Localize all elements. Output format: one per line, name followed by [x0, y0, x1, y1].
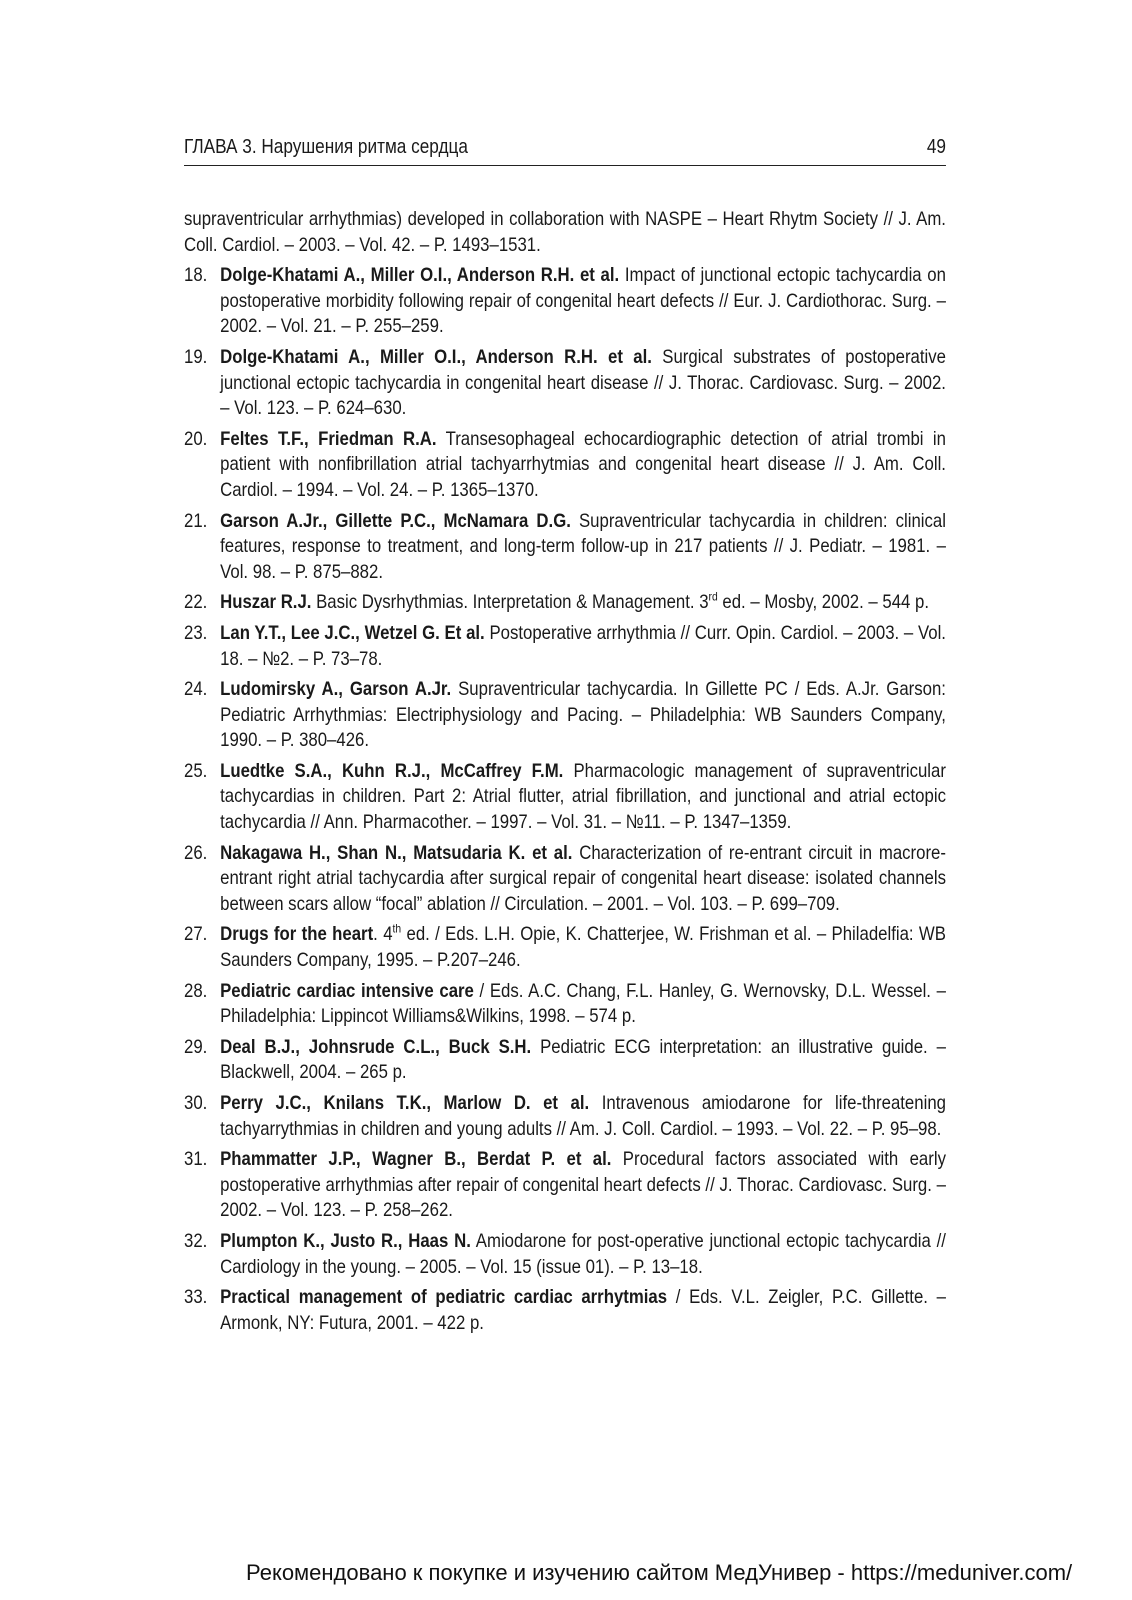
reference-authors: Practical management of pediatric cardiac arrhytmias — [220, 1286, 668, 1309]
reference-body — [220, 1285, 946, 1336]
reference-number: 19. — [184, 345, 208, 368]
reference-item — [184, 922, 946, 973]
reference-number: 28. — [184, 979, 208, 1002]
reference-authors: Luedtke S.A., Kuhn R.J., McCaffrey F.M. — [220, 759, 564, 782]
reference-number: 18. — [184, 264, 208, 287]
reference-superscript: th — [392, 921, 402, 936]
reference-body — [220, 621, 946, 672]
reference-item — [184, 263, 946, 340]
reference-number: 27. — [184, 923, 208, 946]
reference-body — [220, 979, 946, 1030]
reference-item — [184, 1147, 946, 1224]
footer-recommendation: Рекомендовано к покупке и изучению сайтом МедУнивер - https://meduniver.com/ — [246, 1560, 1073, 1585]
reference-body — [220, 677, 946, 754]
reference-item — [184, 590, 946, 616]
reference-body — [220, 427, 946, 504]
reference-superscript: rd — [708, 589, 718, 604]
reference-body — [220, 1035, 946, 1086]
reference-number: 31. — [184, 1148, 208, 1171]
reference-text: Supraventricular tachycardia in children: clinical features, response to treatment, and long-term follow-up in 217 patients // J. Pediatr. – 1981. – Vol. 98. – P. 875–882. — [220, 509, 946, 583]
reference-text: Impact of junctional ectopic tachycardia on postoperative morbidity following repair of congenital heart defects // Eur. J. Cardiothorac. Surg. – 2002. – Vol. 21. – P. 255–259. — [220, 264, 946, 338]
reference-body — [220, 509, 946, 586]
reference-list — [184, 207, 946, 1341]
reference-text: Transesophageal echocardiographic detection of atrial trombi in patient with nonfibrillation atrial tachyarrhytmias and congenital heart disease // J. Am. Coll. Cardiol. – 1994. – Vol. 24. – P. 1365–1370. — [220, 427, 946, 501]
reference-item — [184, 1091, 946, 1142]
reference-text: / Eds. A.C. Chang, F.L. Hanley, G. Wernovsky, D.L. Wessel. – Philadelphia: Lippincot Williams&Wilkins, 1998. – 574 p. — [220, 979, 946, 1028]
reference-authors: Drugs for the heart — [220, 923, 374, 946]
reference-authors: Pediatric cardiac intensive care — [220, 979, 474, 1002]
reference-number: 33. — [184, 1286, 208, 1309]
reference-item — [184, 427, 946, 504]
page-header — [184, 134, 946, 166]
reference-number: 32. — [184, 1229, 208, 1252]
reference-item — [184, 1035, 946, 1086]
reference-text: Amiodarone for post-operative junctional ectopic tachycardia // Cardiology in the young. – 2005. – Vol. 15 (issue 01). – P. 13–18. — [220, 1229, 946, 1278]
page-number: 49 — [926, 136, 946, 158]
reference-authors: Plumpton K., Justo R., Haas N. — [220, 1229, 471, 1252]
reference-text: Postoperative arrhythmia // Curr. Opin. Cardiol. – 2003. – Vol. 18. – №2. – P. 73–78. — [220, 621, 946, 670]
reference-text-after: ed. / Eds. L.H. Opie, K. Chatterjee, W. Frishman et al. – Philadelfia: WB Saunders Company, 1995. – P.207–246. — [220, 923, 946, 972]
reference-item — [184, 345, 946, 422]
reference-number: 22. — [184, 591, 208, 614]
reference-number: 26. — [184, 841, 208, 864]
reference-authors: Huszar R.J. — [220, 591, 312, 614]
reference-body — [220, 345, 946, 422]
reference-text: Pharmacologic management of supraventricular tachycardias in children. Part 2: Atrial flutter, atrial fibrillation, and junctional and atrial ectopic tachycardia // Ann. Pharmacother. – 1997. – Vol. 31. – №11. – P. 1347–1359. — [220, 759, 946, 834]
reference-item — [184, 1285, 946, 1336]
chapter-title: ГЛАВА 3. Нарушения ритма сердца — [184, 136, 468, 158]
reference-number: 20. — [184, 427, 208, 450]
reference-item — [184, 621, 946, 672]
reference-body — [220, 922, 946, 973]
reference-item — [184, 841, 946, 918]
reference-text: / Eds. V.L. Zeigler, P.C. Gillette. – Armonk, NY: Futura, 2001. – 422 p. — [220, 1286, 946, 1334]
reference-item — [184, 677, 946, 754]
reference-text: Surgical substrates of postoperative junctional ectopic tachycardia in congenital heart disease // J. Thorac. Cardiovasc. Surg. – 2002. – Vol. 123. – P. 624–630. — [220, 345, 946, 420]
reference-number: 21. — [184, 509, 208, 532]
reference-body — [220, 263, 946, 340]
reference-authors: Deal B.J., Johnsrude C.L., Buck S.H. — [220, 1035, 532, 1058]
reference-number: 29. — [184, 1035, 208, 1058]
reference-authors: Ludomirsky A., Garson A.Jr. — [220, 678, 452, 701]
reference-authors: Perry J.C., Knilans T.K., Marlow D. et al. — [220, 1092, 590, 1114]
reference-authors: Garson A.Jr., Gillette P.C., McNamara D.G. — [220, 509, 571, 532]
reference-number: 30. — [184, 1092, 208, 1114]
reference-body — [220, 1229, 946, 1280]
reference-number: 25. — [184, 759, 208, 782]
reference-authors: Feltes T.F., Friedman R.A. — [220, 427, 437, 450]
reference-text: supraventricular arrhythmias) developed in collaboration with NASPE – Heart Rhytm Society // J. Am. Coll. Cardiol. – 2003. – Vol. 42. – P. 1493–1531. — [184, 208, 946, 256]
reference-item — [184, 759, 946, 836]
reference-text-after: ed. – Mosby, 2002. – 544 p. — [717, 591, 930, 614]
reference-authors: Dolge-Khatami A., Miller O.I., Anderson R.H. et al. — [220, 264, 620, 287]
reference-item — [184, 979, 946, 1030]
reference-text: Procedural factors associated with early postoperative arrhythmias after repair of congenital heart defects // J. Thorac. Cardiovasc. Surg. – 2002. – Vol. 123. – P. 258–262. — [220, 1148, 946, 1222]
reference-body — [220, 590, 946, 616]
reference-item — [184, 509, 946, 586]
reference-body — [220, 841, 946, 918]
reference-number: 23. — [184, 621, 208, 644]
reference-item — [184, 1229, 946, 1280]
reference-body — [220, 1091, 946, 1142]
reference-text: Intravenous amiodarone for life-threatening tachyarrythmias in children and young adults // Am. J. Coll. Cardiol. – 1993. – Vol. 22. – P. 95–98. — [220, 1092, 946, 1140]
reference-text: Supraventricular tachycardia. In Gillette PC / Eds. A.Jr. Garson: Pediatric Arrhythmias: Electriphysiology and Pacing. – Philadelphia: WB Saunders Company, 1990. – P. 380–426. — [220, 678, 946, 752]
reference-text: Basic Dysrhythmias. Interpretation & Management. 3 — [311, 591, 709, 614]
reference-body — [220, 1147, 946, 1224]
reference-authors: Phammatter J.P., Wagner B., Berdat P. et al. — [220, 1148, 612, 1171]
reference-text: Pediatric ECG interpretation: an illustrative guide. – Blackwell, 2004. – 265 p. — [220, 1035, 946, 1084]
reference-authors: Lan Y.T., Lee J.C., Wetzel G. Et al. — [220, 621, 485, 644]
reference-body — [220, 759, 946, 836]
reference-number: 24. — [184, 678, 208, 701]
reference-authors: Dolge-Khatami A., Miller O.I., Anderson R.H. et al. — [220, 345, 652, 368]
reference-text: . 4 — [373, 923, 393, 946]
reference-continuation — [184, 207, 946, 258]
reference-authors: Nakagawa H., Shan N., Matsudaria K. et al. — [220, 841, 573, 864]
reference-text: Characterization of re-entrant circuit in macrore-entrant right atrial tachycardia after surgical repair of congenital heart disease: isolated channels between scars allow “focal” ablation // Circulation. – 2001. – Vol. 103. – P. 699–709. — [220, 841, 946, 915]
